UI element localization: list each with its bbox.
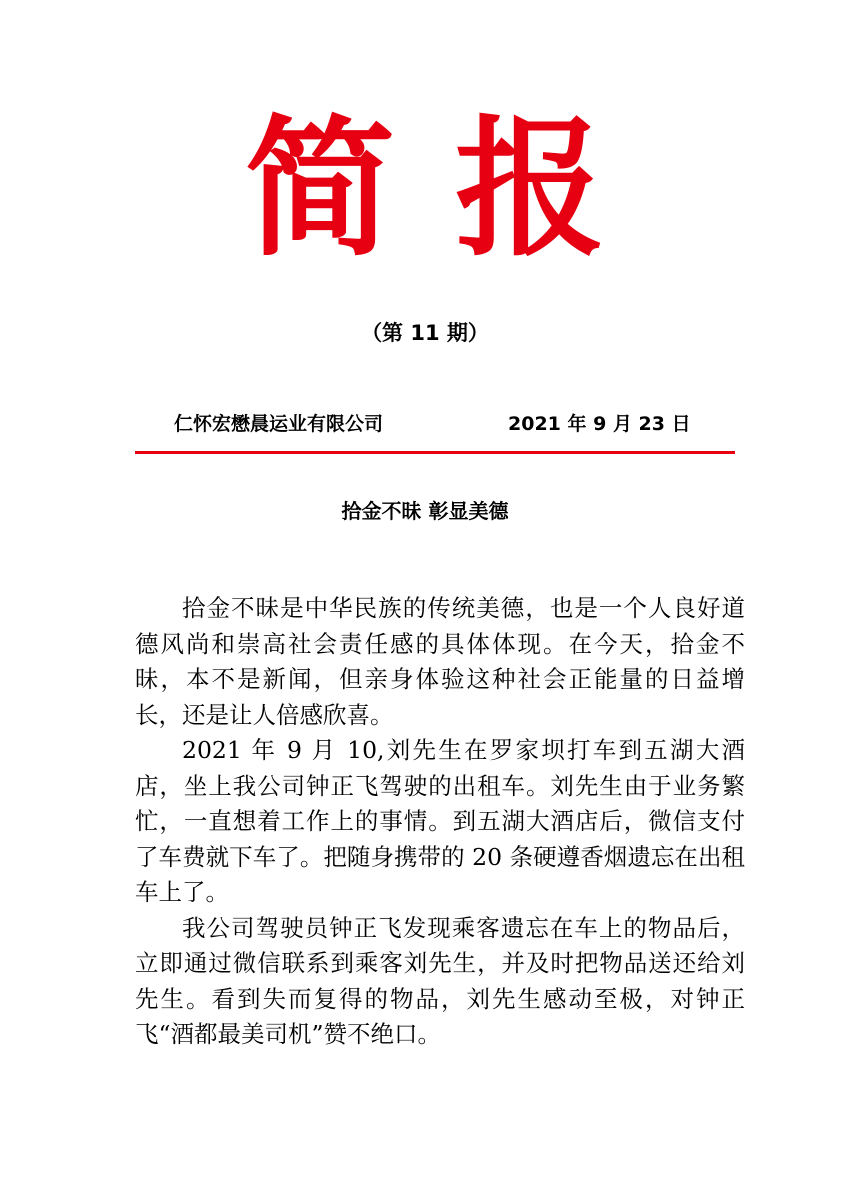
publisher-row bbox=[174, 408, 691, 440]
issue-number: （第 11 期） bbox=[361, 321, 489, 345]
article-title: 拾金不昧 彰显美德 bbox=[341, 499, 509, 523]
masthead-title: 简报 bbox=[244, 103, 665, 277]
paragraph: 我公司驾驶员钟正飞发现乘客遗忘在车上的物品后，立即通过微信联系到乘客刘先生，并及时把物品送还给刘先生。看到失而复得的物品，刘先生感动至极，对钟正飞“酒都最美司机”赞不绝口。 bbox=[135, 913, 745, 1048]
company-name: 仁怀宏懋晨运业有限公司 bbox=[174, 413, 384, 435]
article-body bbox=[135, 591, 745, 1053]
red-divider bbox=[135, 451, 735, 454]
paragraph: 拾金不昧是中华民族的传统美德，也是一个人良好道德风尚和崇高社会责任感的具体体现。在今天，拾金不昧，本不是新闻，但亲身体验这种社会正能量的日益增长，还是让人倍感欣喜。 bbox=[135, 594, 745, 729]
paragraph: 2021 年 9 月 10,刘先生在罗家坝打车到五湖大酒店，坐上我公司钟正飞驾驶的出租车。刘先生由于业务繁忙，一直想着工作上的事情。到五湖大酒店后，微信支付了车费就下车了。把随身携带的 20 条硬遵香烟遗忘在出租车上了。 bbox=[135, 736, 745, 906]
publish-date: 2021 年 9 月 23 日 bbox=[508, 413, 691, 435]
